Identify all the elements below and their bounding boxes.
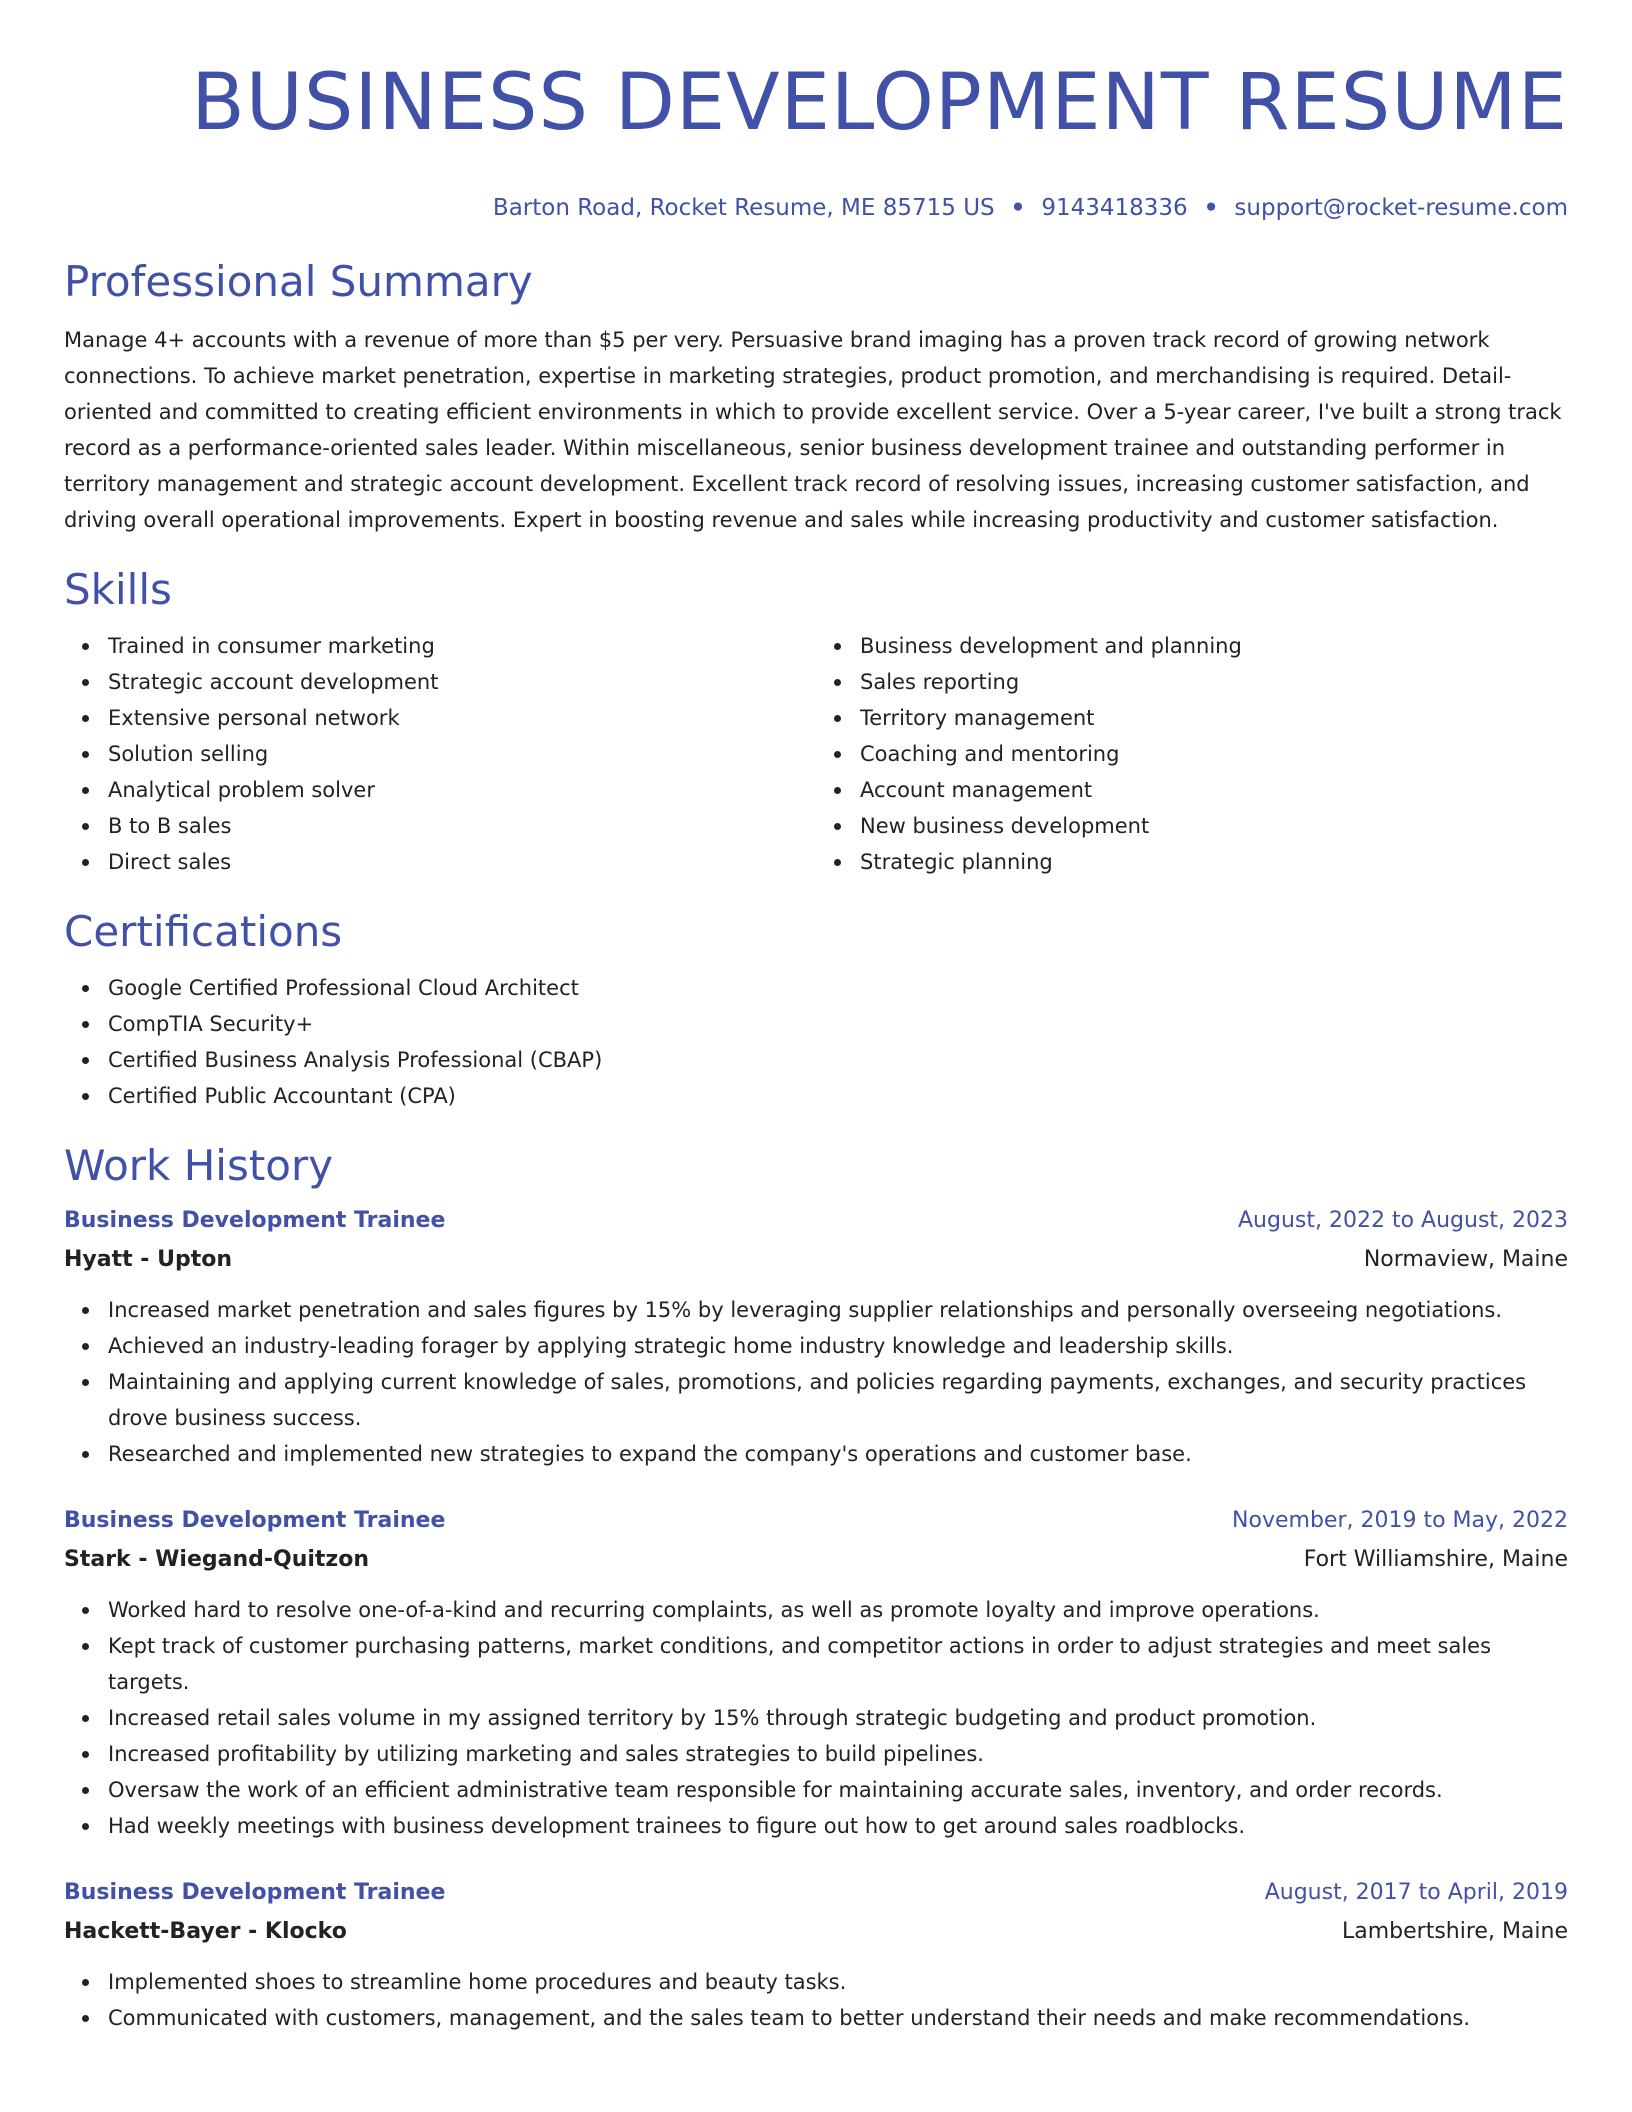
skills-list-right	[816, 628, 1568, 880]
job-subheader	[64, 1912, 1568, 1952]
summary-text: Manage 4+ accounts with a revenue of more than $5 per very. Persuasive brand imaging has a proven track record of growing network connections. To achieve market penetration, expertise in marketing strategies, product promotion, and merchandising is required. Detail-oriented and committed to creating efficient environments in which to provide excellent service. Over a 5-year career, I've built a strong track record as a performance-oriented sales leader. Within miscellaneous, senior business development trainee and outstanding performer in territory management and strategic account development. Excellent track record of resolving issues, increasing customer satisfaction, and driving overall operational improvements. Expert in boosting revenue and sales while increasing productivity and customer satisfaction.	[64, 328, 1562, 532]
work-history-heading: Work History	[64, 1141, 334, 1190]
skill-item: Account management	[860, 772, 1568, 808]
job-bullets	[64, 1292, 1568, 1472]
skill-item: Coaching and mentoring	[860, 736, 1568, 772]
work-history-section	[64, 1138, 1568, 2036]
job-bullets	[64, 1592, 1568, 1844]
certifications-heading: Certifications	[64, 907, 343, 956]
job-header	[64, 1874, 1568, 1912]
job-bullet: Worked hard to resolve one-of-a-kind and recurring complaints, as well as promote loyalty and improve operations.	[108, 1592, 1568, 1628]
certification-item: Certified Public Accountant (CPA)	[108, 1078, 1568, 1114]
skill-item: Solution selling	[108, 736, 816, 772]
job-entry	[64, 1874, 1568, 2036]
certification-item: Certified Business Analysis Professional (CBAP)	[108, 1042, 1568, 1078]
skill-item: New business development	[860, 808, 1568, 844]
skills-list-left	[64, 628, 816, 880]
skill-item: Sales reporting	[860, 664, 1568, 700]
job-entry	[64, 1502, 1568, 1844]
job-title: Business Development Trainee	[64, 1508, 446, 1533]
job-bullet: Had weekly meetings with business development trainees to figure out how to get around sales roadblocks.	[108, 1808, 1568, 1844]
skills-heading: Skills	[64, 565, 172, 614]
certifications-section	[64, 904, 1568, 1114]
job-header	[64, 1502, 1568, 1540]
job-company: Hackett-Bayer - Klocko	[64, 1919, 347, 1944]
job-bullets	[64, 1964, 1568, 2036]
job-bullet: Kept track of customer purchasing patterns, market conditions, and competitor actions in order to adjust strategies and meet sales targets.	[108, 1628, 1568, 1700]
job-bullet: Researched and implemented new strategies to expand the company's operations and customer base.	[108, 1436, 1568, 1472]
job-title: Business Development Trainee	[64, 1880, 446, 1905]
summary-heading: Professional Summary	[64, 257, 533, 306]
job-entry	[64, 1202, 1568, 1472]
skill-item: Strategic planning	[860, 844, 1568, 880]
job-subheader	[64, 1540, 1568, 1580]
certification-item: Google Certified Professional Cloud Architect	[108, 970, 1568, 1006]
job-subheader	[64, 1240, 1568, 1280]
contact-separator: •	[1010, 195, 1026, 221]
job-bullet: Increased profitability by utilizing marketing and sales strategies to build pipelines.	[108, 1736, 1568, 1772]
job-dates: August, 2022 to August, 2023	[1238, 1208, 1568, 1233]
skill-item: Trained in consumer marketing	[108, 628, 816, 664]
skill-item: Strategic account development	[108, 664, 816, 700]
summary-section	[64, 254, 1568, 538]
certification-item: CompTIA Security+	[108, 1006, 1568, 1042]
job-company: Stark - Wiegand-Quitzon	[64, 1547, 370, 1572]
job-bullet: Implemented shoes to streamline home procedures and beauty tasks.	[108, 1964, 1568, 2000]
job-dates: August, 2017 to April, 2019	[1264, 1880, 1568, 1905]
job-dates: November, 2019 to May, 2022	[1232, 1508, 1568, 1533]
skills-section	[64, 562, 1568, 880]
contact-phone: 9143418336	[1041, 195, 1188, 221]
job-location: Normaview, Maine	[1363, 1247, 1568, 1272]
contact-line	[64, 192, 1568, 224]
job-header	[64, 1202, 1568, 1240]
job-location: Lambertshire, Maine	[1342, 1919, 1568, 1944]
contact-email[interactable]: support@rocket-resume.com	[1234, 195, 1568, 221]
job-bullet: Maintaining and applying current knowledge of sales, promotions, and policies regarding payments, exchanges, and security practices drove business success.	[108, 1364, 1568, 1436]
skill-item: Analytical problem solver	[108, 772, 816, 808]
job-company: Hyatt - Upton	[64, 1247, 232, 1272]
resume-title: BUSINESS DEVELOPMENT RESUME	[191, 58, 1568, 148]
job-bullet: Achieved an industry-leading forager by applying strategic home industry knowledge and leadership skills.	[108, 1328, 1568, 1364]
job-bullet: Increased retail sales volume in my assigned territory by 15% through strategic budgeting and product promotion.	[108, 1700, 1568, 1736]
job-location: Fort Williamshire, Maine	[1303, 1547, 1568, 1572]
skill-item: B to B sales	[108, 808, 816, 844]
skills-grid	[64, 628, 1568, 880]
skill-item: Business development and planning	[860, 628, 1568, 664]
skill-item: Extensive personal network	[108, 700, 816, 736]
contact-address: Barton Road, Rocket Resume, ME 85715 US	[492, 195, 995, 221]
skill-item: Territory management	[860, 700, 1568, 736]
job-bullet: Increased market penetration and sales figures by 15% by leveraging supplier relationships and personally overseeing negotiations.	[108, 1292, 1568, 1328]
job-bullet: Communicated with customers, management, and the sales team to better understand their needs and make recommendations.	[108, 2000, 1568, 2036]
certifications-list	[64, 970, 1568, 1114]
job-title: Business Development Trainee	[64, 1208, 446, 1233]
contact-separator: •	[1203, 195, 1219, 221]
job-bullet: Oversaw the work of an efficient administrative team responsible for maintaining accurate sales, inventory, and order records.	[108, 1772, 1568, 1808]
skill-item: Direct sales	[108, 844, 816, 880]
